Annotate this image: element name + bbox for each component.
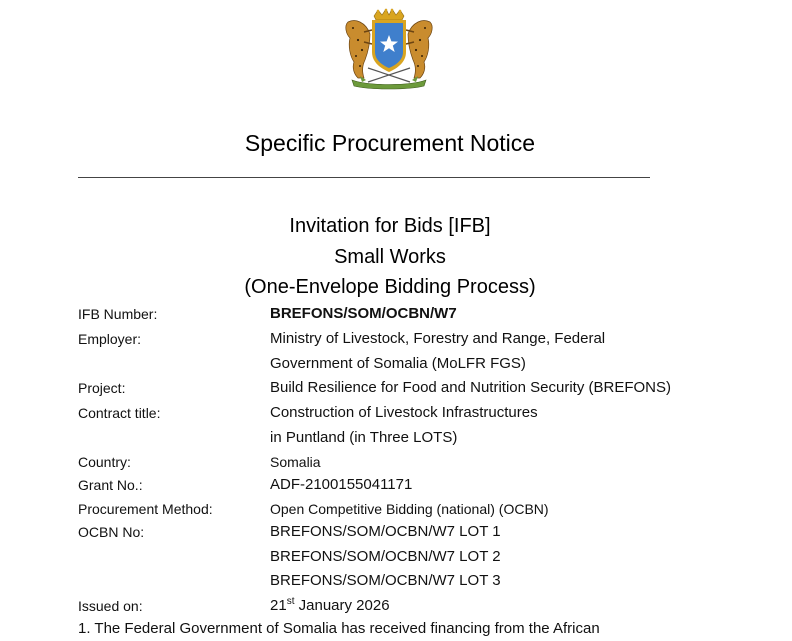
- field-value: Somalia: [270, 454, 321, 470]
- crown-icon: [374, 9, 404, 20]
- field-value-lot-1: BREFONS/SOM/OCBN/W7 LOT 1: [270, 523, 501, 540]
- field-label: IFB Number:: [78, 306, 158, 322]
- coat-of-arms-logo: [338, 8, 440, 90]
- field-value-lot-3: BREFONS/SOM/OCBN/W7 LOT 3: [270, 572, 501, 589]
- field-label: Employer:: [78, 331, 142, 347]
- field-value: BREFONS/SOM/OCBN/W7: [270, 305, 457, 322]
- field-value: ADF-2100155041171: [270, 476, 413, 493]
- shield-icon: [372, 20, 406, 72]
- field-label: Issued on:: [78, 598, 143, 614]
- field-value: [270, 594, 390, 618]
- field-label: OCBN No:: [78, 524, 145, 540]
- field-value: in Puntland (in Three LOTS): [270, 429, 458, 446]
- field-value: Open Competitive Bidding (national) (OCBN): [270, 501, 549, 517]
- field-label: Contract title:: [78, 405, 161, 421]
- heading-invitation: Invitation for Bids [IFB]: [289, 215, 491, 237]
- field-value: Construction of Livestock Infrastructures: [270, 404, 538, 421]
- heading-bidding-process: (One-Envelope Bidding Process): [244, 276, 536, 298]
- field-label: Grant No.:: [78, 477, 143, 493]
- body-paragraph-1: 1. The Federal Government of Somalia has received financing from the African: [78, 620, 600, 637]
- left-leopard-icon: [346, 21, 372, 79]
- field-label: Procurement Method:: [78, 501, 213, 517]
- field-value: Ministry of Livestock, Forestry and Range, Federal: [270, 330, 606, 347]
- issued-month-year: January 2026: [294, 597, 390, 614]
- title-divider: [78, 177, 650, 178]
- field-value-lot-2: BREFONS/SOM/OCBN/W7 LOT 2: [270, 548, 501, 565]
- page-title: Specific Procurement Notice: [244, 130, 536, 156]
- right-leopard-icon: [406, 21, 432, 79]
- issued-day-suffix: st: [286, 596, 295, 607]
- field-value: Build Resilience for Food and Nutrition Security (BREFONS): [270, 379, 671, 396]
- field-label: Country:: [78, 454, 131, 470]
- heading-small-works: Small Works: [334, 246, 446, 268]
- field-value: Government of Somalia (MoLFR FGS): [270, 355, 526, 372]
- issued-day: 21: [270, 597, 287, 614]
- field-label: Project:: [78, 380, 126, 396]
